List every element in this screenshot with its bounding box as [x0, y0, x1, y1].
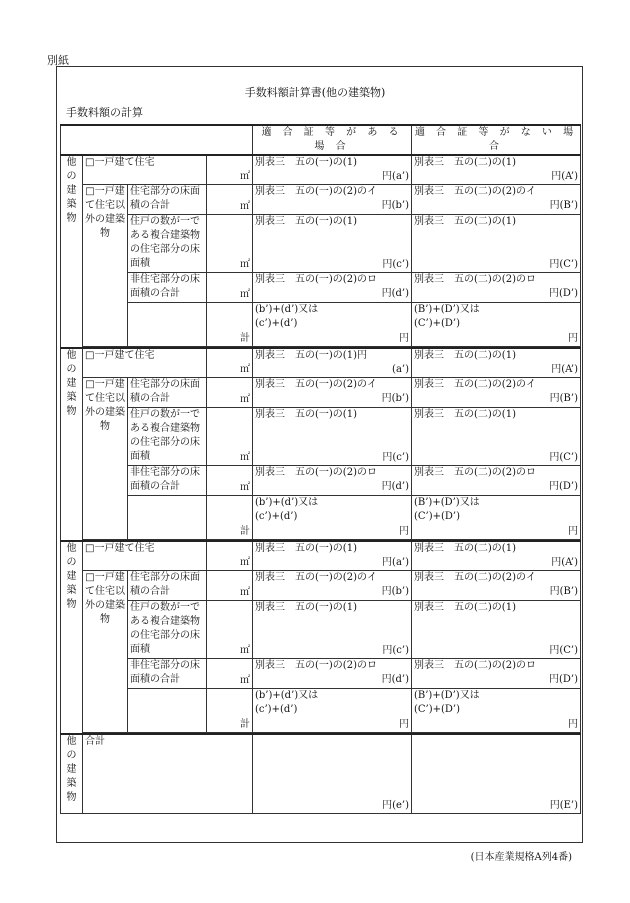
ref-text-b: 別表三 五の(一)の(2)のイ — [255, 186, 377, 197]
header-blank — [61, 125, 253, 155]
ref-text-c: 別表三 五の(一)の(1) — [255, 409, 357, 420]
row-multi-unit — [61, 215, 581, 273]
row-detached — [61, 541, 581, 571]
ref-code-C: 円(C’) — [549, 259, 578, 270]
ref-text-D: 別表三 五の(二)の(2)のロ — [414, 467, 536, 478]
ref-code-a: 円(a’) — [382, 557, 409, 568]
side-label: 他の建築物 — [61, 541, 83, 734]
row-residential-floor — [61, 571, 581, 601]
ref-text-B: 別表三 五の(二)の(2)のイ — [414, 379, 536, 390]
row-label-detached: □一戸建て住宅 — [83, 155, 207, 185]
row-label-non-residential: 非住宅部分の床面積の合計 — [128, 273, 207, 303]
unit-area: ㎡ — [207, 348, 253, 378]
total-e-code: 円(e’) — [253, 734, 412, 813]
header-without-cert: 適 合 証 等 が な い 場 合 — [412, 125, 581, 155]
yen-unit: 円 — [399, 719, 409, 730]
row-label-multi-unit: 住戸の数が一である複合建築物の住宅部分の床面積 — [128, 601, 207, 659]
ref-code-d: 円(d’) — [381, 481, 409, 492]
header-with-cert: 適 合 証 等 が あ る 場 合 — [253, 125, 412, 155]
row-label-other-than: □一戸建て住宅以外の建築物 — [83, 378, 128, 540]
ref-text-d: 別表三 五の(一)の(2)のロ — [255, 660, 377, 671]
ref-text-A: 別表三 五の(二)の(1) — [414, 350, 516, 361]
unit-area: ㎡ — [207, 273, 253, 303]
subtotal-blank — [128, 496, 207, 540]
row-non-residential — [61, 273, 581, 303]
yen-unit: 円 — [568, 526, 578, 537]
sum-formula-2: (C’)+(D’) — [414, 511, 461, 522]
row-non-residential — [61, 659, 581, 689]
ref-code-b: 円(b’) — [381, 200, 409, 211]
yen-unit: 円 — [568, 333, 578, 344]
header-row — [61, 125, 581, 155]
row-label-residential-floor: 住宅部分の床面積の合計 — [128, 185, 207, 215]
row-detached — [61, 155, 581, 185]
ref-text-C: 別表三 五の(二)の(1) — [414, 602, 516, 613]
unit-area: ㎡ — [207, 466, 253, 496]
row-subtotal — [61, 303, 581, 347]
unit-area: ㎡ — [207, 215, 253, 273]
row-multi-unit — [61, 601, 581, 659]
ref-text-A: 別表三 五の(二)の(1) — [414, 543, 516, 554]
sum-formula-1: (B’)+(D’)又は — [414, 304, 480, 315]
ref-code-B: 円(B’) — [549, 586, 578, 597]
row-residential-floor — [61, 378, 581, 408]
ref-code-c: 円(c’) — [382, 645, 409, 656]
unit-total: 計 — [207, 689, 253, 733]
sum-formula-2: (c’)+(d’) — [255, 318, 298, 329]
row-label-multi-unit: 住戸の数が一である複合建築物の住宅部分の床面積 — [128, 215, 207, 273]
ref-text-b: 別表三 五の(一)の(2)のイ — [255, 572, 377, 583]
row-label-residential-floor: 住宅部分の床面積の合計 — [128, 378, 207, 408]
sum-formula-1: (B’)+(D’)又は — [414, 497, 480, 508]
attachment-label: 別紙 — [47, 54, 69, 67]
ref-text-B: 別表三 五の(二)の(2)のイ — [414, 572, 536, 583]
unit-total: 計 — [207, 496, 253, 540]
ref-code-c: 円(c’) — [382, 452, 409, 463]
ref-code-d: 円(d’) — [381, 674, 409, 685]
fee-calculation-table — [60, 124, 581, 814]
ref-text-a: 別表三 五の(一)の(1) — [255, 157, 357, 168]
ref-text-a: 別表三 五の(一)の(1) — [255, 543, 357, 554]
unit-area: ㎡ — [207, 185, 253, 215]
row-multi-unit — [61, 408, 581, 466]
ref-code-b: 円(b’) — [381, 393, 409, 404]
ref-code-A: 円(A’) — [551, 171, 578, 182]
ref-code-D: 円(D’) — [549, 674, 578, 685]
ref-code-C: 円(C’) — [549, 452, 578, 463]
ref-code-c: 円(c’) — [382, 259, 409, 270]
ref-text-D: 別表三 五の(二)の(2)のロ — [414, 274, 536, 285]
unit-total: 計 — [207, 303, 253, 347]
total-E-code: 円(E’) — [412, 734, 581, 813]
sum-formula-2: (C’)+(D’) — [414, 318, 461, 329]
ref-text-C: 別表三 五の(二)の(1) — [414, 216, 516, 227]
row-residential-floor — [61, 185, 581, 215]
subtotal-blank — [128, 689, 207, 733]
row-label-detached: □一戸建て住宅 — [83, 348, 207, 378]
paper-size-note: (日本産業規格A列4番) — [470, 852, 572, 863]
ref-text-B: 別表三 五の(二)の(2)のイ — [414, 186, 536, 197]
document-subtitle: 手数料額の計算 — [66, 106, 143, 119]
ref-text-c: 別表三 五の(一)の(1) — [255, 602, 357, 613]
ref-code-C: 円(C’) — [549, 645, 578, 656]
unit-area: ㎡ — [207, 155, 253, 185]
ref-text-a: 別表三 五の(一)の(1)円 — [255, 350, 367, 361]
ref-code-B: 円(B’) — [549, 393, 578, 404]
ref-code-a: 円(a’) — [382, 171, 409, 182]
row-subtotal — [61, 689, 581, 733]
yen-unit: 円 — [399, 333, 409, 344]
row-label-other-than: □一戸建て住宅以外の建築物 — [83, 571, 128, 733]
ref-code-A: 円(A’) — [551, 364, 578, 375]
document-title: 手数料額計算書(他の建築物) — [244, 86, 386, 99]
subtotal-blank — [128, 303, 207, 347]
unit-area: ㎡ — [207, 571, 253, 601]
yen-unit: 円 — [399, 526, 409, 537]
sum-formula-1: (b’)+(d’)又は — [255, 304, 319, 315]
unit-area: ㎡ — [207, 541, 253, 571]
yen-unit: 円 — [568, 719, 578, 730]
row-label-residential-floor: 住宅部分の床面積の合計 — [128, 571, 207, 601]
ref-code-D: 円(D’) — [549, 481, 578, 492]
ref-text-b: 別表三 五の(一)の(2)のイ — [255, 379, 377, 390]
sum-formula-1: (b’)+(d’)又は — [255, 497, 319, 508]
ref-code-D: 円(D’) — [549, 288, 578, 299]
row-label-non-residential: 非住宅部分の床面積の合計 — [128, 466, 207, 496]
ref-code-b: 円(b’) — [381, 586, 409, 597]
ref-code-A: 円(A’) — [551, 557, 578, 568]
sum-formula-2: (c’)+(d’) — [255, 704, 298, 715]
total-row — [61, 734, 581, 813]
row-subtotal — [61, 496, 581, 540]
ref-text-C: 別表三 五の(二)の(1) — [414, 409, 516, 420]
row-label-other-than: □一戸建て住宅以外の建築物 — [83, 185, 128, 347]
unit-area: ㎡ — [207, 378, 253, 408]
total-label: 合計 — [83, 734, 253, 813]
unit-area: ㎡ — [207, 408, 253, 466]
ref-text-d: 別表三 五の(一)の(2)のロ — [255, 467, 377, 478]
ref-text-A: 別表三 五の(二)の(1) — [414, 157, 516, 168]
ref-text-D: 別表三 五の(二)の(2)のロ — [414, 660, 536, 671]
sum-formula-2: (C’)+(D’) — [414, 704, 461, 715]
ref-code-a: (a’) — [392, 364, 409, 375]
row-label-non-residential: 非住宅部分の床面積の合計 — [128, 659, 207, 689]
ref-code-B: 円(B’) — [549, 200, 578, 211]
row-non-residential — [61, 466, 581, 496]
row-detached — [61, 348, 581, 378]
sum-formula-1: (b’)+(d’)又は — [255, 690, 319, 701]
unit-area: ㎡ — [207, 659, 253, 689]
side-label: 他の建築物 — [61, 734, 83, 813]
sum-formula-2: (c’)+(d’) — [255, 511, 298, 522]
row-label-detached: □一戸建て住宅 — [83, 541, 207, 571]
ref-text-d: 別表三 五の(一)の(2)のロ — [255, 274, 377, 285]
side-label: 他の建築物 — [61, 155, 83, 348]
row-label-multi-unit: 住戸の数が一である複合建築物の住宅部分の床面積 — [128, 408, 207, 466]
ref-code-d: 円(d’) — [381, 288, 409, 299]
ref-text-c: 別表三 五の(一)の(1) — [255, 216, 357, 227]
sum-formula-1: (B’)+(D’)又は — [414, 690, 480, 701]
unit-area: ㎡ — [207, 601, 253, 659]
side-label: 他の建築物 — [61, 348, 83, 541]
